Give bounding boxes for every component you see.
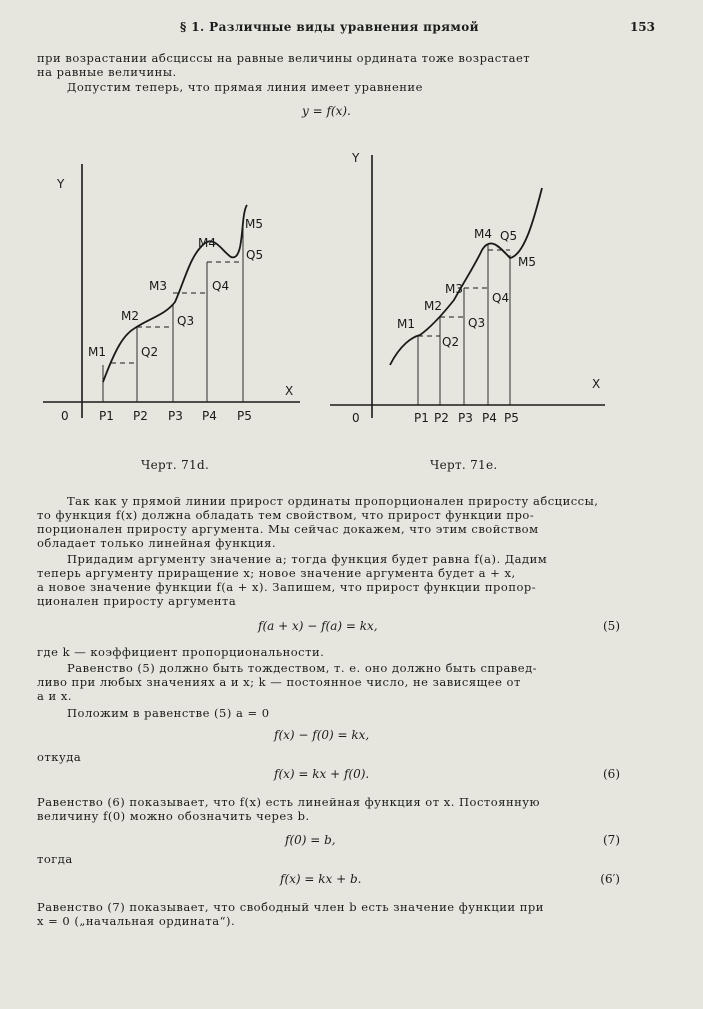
m-label: M1 <box>397 317 415 331</box>
equation-intermediate: f(x) − f(0) = kx, <box>274 728 370 742</box>
equation-6: f(x) = kx + f(0). <box>274 767 370 781</box>
body-line: обладает только линейная функция. <box>37 536 277 550</box>
intro-line-3: Допустим теперь, что прямая линия имеет уравнение <box>67 80 423 94</box>
body-line: Так как у прямой линии прирост ординаты пропорционален приросту абсциссы, <box>67 494 599 508</box>
q-label: Q5 <box>500 229 518 243</box>
running-header <box>60 20 655 38</box>
caption-71d: Черт. 71d. <box>141 458 210 472</box>
function-curve <box>390 188 542 365</box>
figure-71d <box>35 150 345 440</box>
p-label: P1 <box>414 411 429 425</box>
y-axis-label: Y <box>352 151 360 165</box>
body-line: Положим в равенстве (5) a = 0 <box>67 706 270 720</box>
m-label: M4 <box>474 227 492 241</box>
equation-6-number: (6) <box>603 767 620 781</box>
intro-line-2: на равные величины. <box>37 65 177 79</box>
q-label: Q4 <box>212 279 230 293</box>
body-line: x = 0 („начальная ордината“). <box>37 914 236 928</box>
m-label: M5 <box>518 255 536 269</box>
x-axis-label: X <box>592 377 601 391</box>
m-label: M5 <box>245 217 263 231</box>
x-axis-label: X <box>285 384 294 398</box>
body-line: Равенство (5) должно быть тождеством, т. е. оно должно быть справед- <box>67 661 538 675</box>
body-line: Придадим аргументу значение a; тогда функция будет равна f(a). Дадим <box>67 552 548 566</box>
equation-7: f(0) = b, <box>285 833 336 847</box>
p-label: P4 <box>202 409 217 423</box>
q-label: Q3 <box>468 316 486 330</box>
body-line: откуда <box>37 750 82 764</box>
function-curve <box>103 205 247 382</box>
p-label: P2 <box>434 411 449 425</box>
section-title: § 1. Различные виды уравнения прямой <box>180 20 479 34</box>
equation-6-prime: f(x) = kx + b. <box>280 872 362 886</box>
origin-label: 0 <box>61 409 69 423</box>
body-line: ливо при любых значениях a и x; k — постоянное число, не зависящее от <box>37 675 521 689</box>
p-label: P3 <box>458 411 473 425</box>
q-label: Q5 <box>246 248 264 262</box>
body-line: где k — коэффициент пропорциональности. <box>37 645 325 659</box>
q-label: Q4 <box>492 291 510 305</box>
q-label: Q3 <box>177 314 195 328</box>
body-line: ционален приросту аргумента <box>37 594 237 608</box>
m-label: M2 <box>424 299 442 313</box>
body-line: то функция f(x) должна обладать тем свойством, что прирост функции про- <box>37 508 535 522</box>
m-label: M3 <box>445 282 463 296</box>
body-line: а новое значение функции f(a + x). Запишем, что прирост функции пропор- <box>37 580 537 594</box>
body-line: Равенство (7) показывает, что свободный член b есть значение функции при <box>37 900 544 914</box>
body-line: порционален приросту аргумента. Мы сейчас докажем, что этим свойством <box>37 522 539 536</box>
p-label: P4 <box>482 411 497 425</box>
equation-5-number: (5) <box>603 619 620 633</box>
equation-7-number: (7) <box>603 833 620 847</box>
p-label: P3 <box>168 409 183 423</box>
body-line: Равенство (6) показывает, что f(x) есть линейная функция от x. Постоянную <box>37 795 541 809</box>
m-label: M1 <box>88 345 106 359</box>
equation-y-fx: y = f(x). <box>302 104 351 118</box>
m-label: M2 <box>121 309 139 323</box>
body-line: величину f(0) можно обозначить через b. <box>37 809 310 823</box>
q-label: Q2 <box>141 345 159 359</box>
p-label: P5 <box>504 411 519 425</box>
body-line: a и x. <box>37 689 72 703</box>
caption-71e: Черт. 71e. <box>430 458 498 472</box>
p-label: P2 <box>133 409 148 423</box>
page-number: 153 <box>629 20 655 34</box>
equation-6-prime-number: (6′) <box>600 872 620 886</box>
y-axis-label: Y <box>57 177 65 191</box>
m-label: M4 <box>198 236 216 250</box>
m-label: M3 <box>149 279 167 293</box>
p-label: P1 <box>99 409 114 423</box>
q-label: Q2 <box>442 335 460 349</box>
figure-71e <box>330 150 640 440</box>
origin-label: 0 <box>352 411 360 425</box>
body-line: тогда <box>37 852 73 866</box>
p-label: P5 <box>237 409 252 423</box>
body-line: теперь аргументу приращение x; новое значение аргумента будет a + x, <box>37 566 516 580</box>
equation-5: f(a + x) − f(a) = kx, <box>258 619 378 633</box>
intro-line-1: при возрастании абсциссы на равные величины ордината тоже возрастает <box>37 51 531 65</box>
